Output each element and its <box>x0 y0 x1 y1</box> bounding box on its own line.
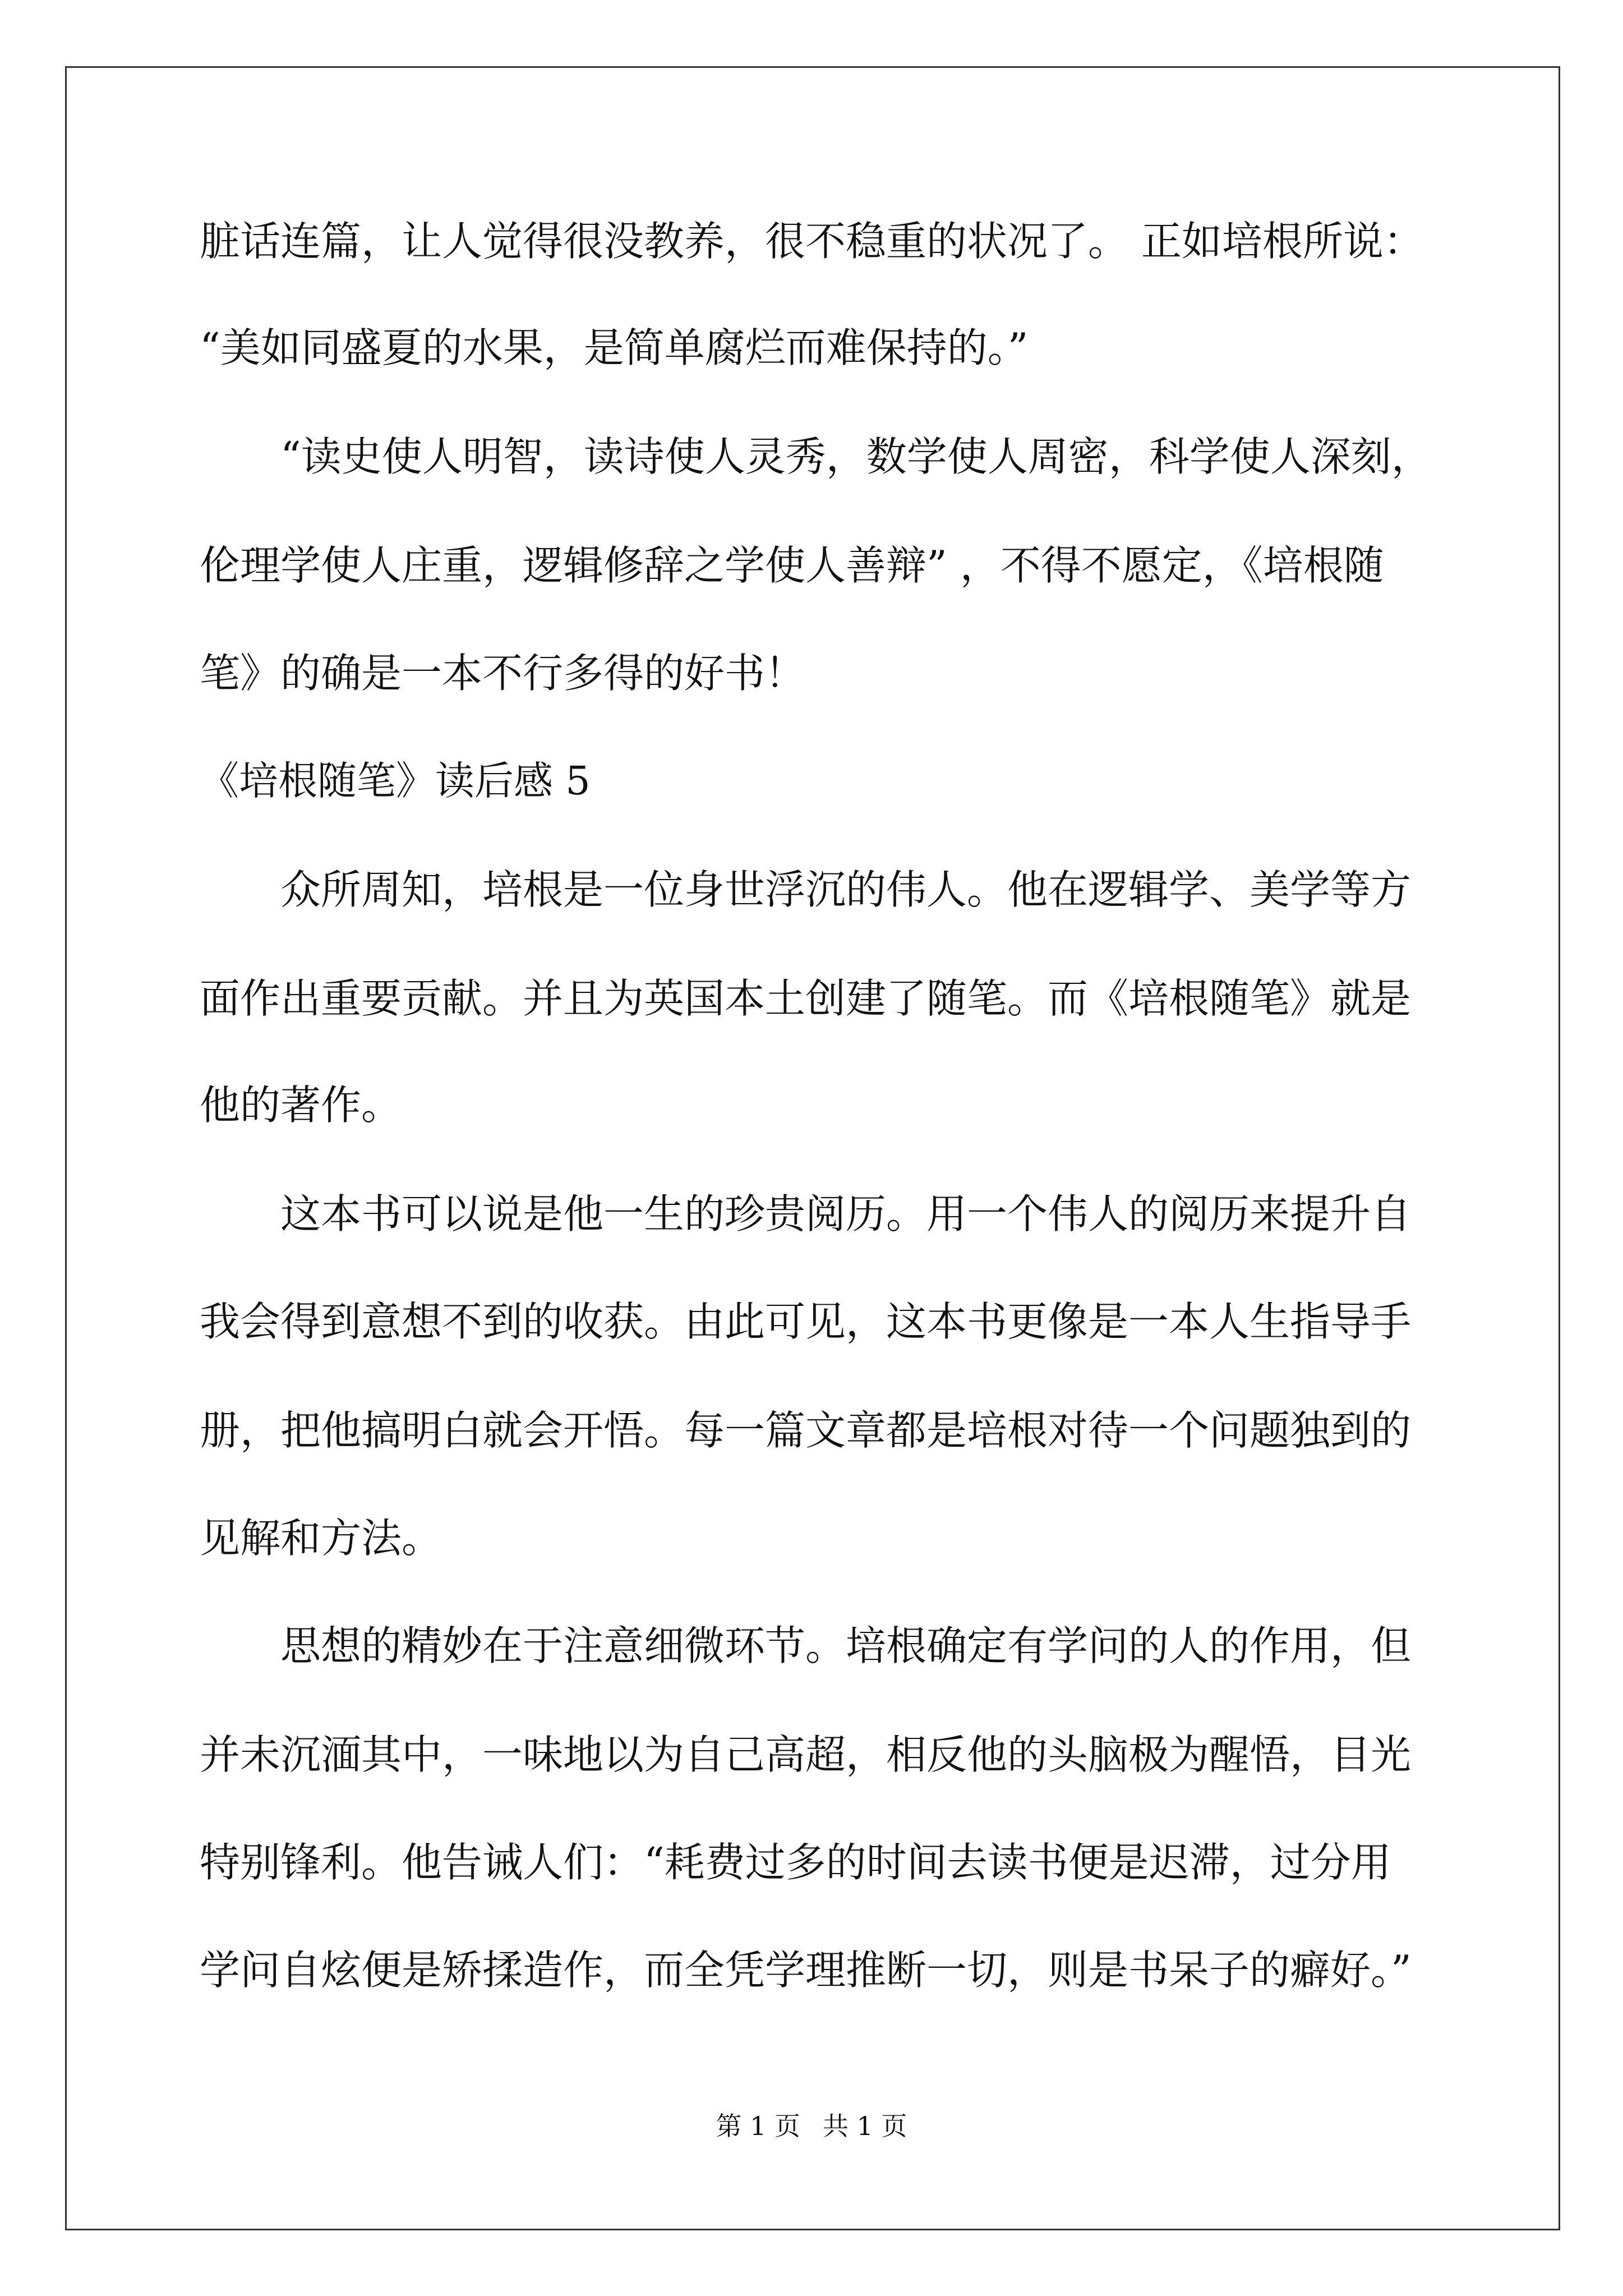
text-line: 我会得到意想不到的收获。由此可见，这本书更像是一本人生指导手 <box>200 1298 1412 1345</box>
text-line: 面作出重要贡献。并且为英国本土创建了随笔。而《培根随笔》就是 <box>200 975 1412 1022</box>
text-line: 众所周知，培根是一位身世浮沉的伟人。他在逻辑学、美学等方 <box>280 866 1412 913</box>
section-title: 《培根随笔》读后感 5 <box>200 758 591 804</box>
text-line: “美如同盛夏的水果，是简单腐烂而难保持的。” <box>200 324 1029 371</box>
text-line: 脏话连篇，让人觉得很没教养，很不稳重的状况了。 正如培根所说： <box>200 218 1424 265</box>
text-line: 伦理学使人庄重，逻辑修辞之学使人善辩” ，不得不愿定，《培根随 <box>200 542 1384 589</box>
text-line: 学问自炫便是矫揉造作，而全凭学理推断一切，则是书呆子的癖好。” <box>200 1947 1412 1994</box>
text-line: 见解和方法。 <box>200 1515 442 1562</box>
text-line: “读史使人明智，读诗使人灵秀，数学使人周密，科学使人深刻， <box>280 433 1432 480</box>
text-line: 这本书可以说是他一生的珍贵阅历。用一个伟人的阅历来提升自 <box>280 1190 1412 1237</box>
page-number-total: 共 1 页 <box>823 2111 907 2141</box>
page-number-current: 第 1 页 <box>716 2111 800 2141</box>
page-frame <box>65 66 1560 2230</box>
text-line: 笔》的确是一本不行多得的好书！ <box>200 650 806 697</box>
text-line: 册，把他搞明白就会开悟。每一篇文章都是培根对待一个问题独到的 <box>200 1407 1412 1454</box>
page-footer <box>0 2109 1623 2143</box>
text-line: 特别锋利。他告诫人们：“耗费过多的时间去读书便是迟滞，过分用 <box>200 1839 1391 1886</box>
text-line: 并未沉湎其中，一味地以为自己高超，相反他的头脑极为醒悟，目光 <box>200 1731 1412 1778</box>
text-line: 他的著作。 <box>200 1082 402 1129</box>
text-line: 思想的精妙在于注意细微环节。培根确定有学问的人的作用，但 <box>280 1622 1412 1669</box>
